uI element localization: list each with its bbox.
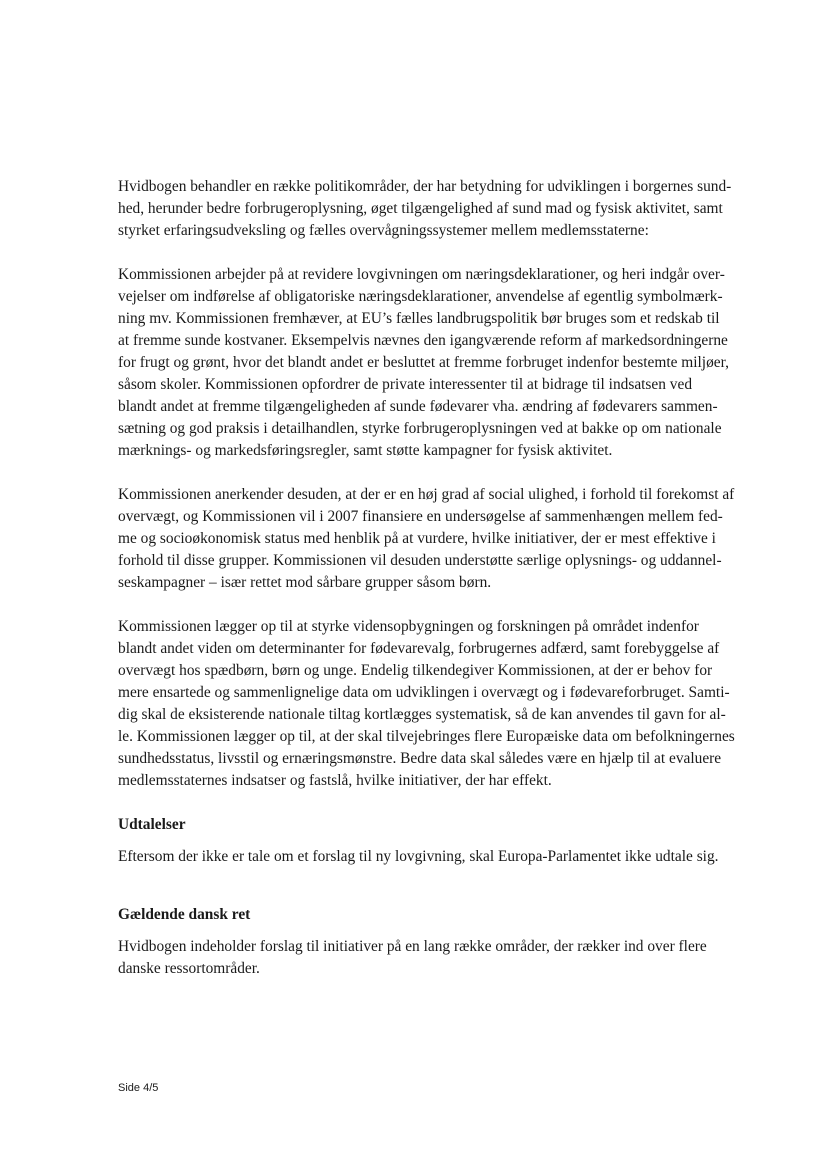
text-line: Hvidbogen indeholder forslag til initiativer på en lang række områder, der rækker ind over flere bbox=[118, 938, 707, 955]
text-line: mærknings- og markedsføringsregler, samt støtte kampagner for fysisk aktivitet. bbox=[118, 442, 613, 459]
text-line: me og socioøkonomisk status med henblik på at vurdere, hvilke initiativer, der er mest effektive i bbox=[118, 530, 716, 547]
text-line: hed, herunder bedre forbrugeroplysning, øget tilgængelighed af sund mad og fysisk aktivitet, samt bbox=[118, 200, 723, 217]
section-heading-gaeldende-dansk-ret: Gældende dansk ret bbox=[118, 906, 251, 923]
text-line: mere ensartede og sammenlignelige data om udviklingen i overvægt og i fødevareforbruget. Samti- bbox=[118, 684, 730, 701]
text-line: sundhedsstatus, livsstil og ernæringsmønstre. Bedre data skal således være en hjælp til at evaluere bbox=[118, 750, 722, 767]
text-line: Kommissionen anerkender desuden, at der er en høj grad af social ulighed, i forhold til forekomst af bbox=[118, 486, 735, 503]
page-number: Side 4/5 bbox=[118, 1082, 159, 1094]
text-line: overvægt, og Kommissionen vil i 2007 finansiere en undersøgelse af sammenhængen mellem fed- bbox=[118, 508, 723, 525]
paragraph-research bbox=[118, 616, 758, 792]
text-line: for frugt og grønt, hvor det blandt andet er besluttet at fremme forbruget indenfor bestemte miljøer, bbox=[118, 354, 729, 371]
section-body-udtalelser bbox=[118, 846, 758, 868]
text-line: forhold til disse grupper. Kommissionen vil desuden understøtte særlige oplysnings- og uddannel- bbox=[118, 552, 722, 569]
text-line: dig skal de eksisterende nationale tiltag kortlægges systematisk, så de kan anvendes til gavn for al- bbox=[118, 706, 726, 723]
text-line: seskampagner – især rettet mod sårbare grupper såsom børn. bbox=[118, 574, 492, 591]
text-line: blandt andet at fremme tilgængeligheden af sunde fødevarer vha. ændring af fødevarers sammen- bbox=[118, 398, 718, 415]
text-line: ning mv. Kommissionen fremhæver, at EU’s fælles landbrugspolitik bør bruges som et redskab til bbox=[118, 310, 720, 327]
text-line: vejelser om indførelse af obligatoriske næringsdeklarationer, anvendelse af egentlig symbolmærk- bbox=[118, 288, 723, 305]
text-line: sætning og god praksis i detailhandlen, styrke forbrugeroplysningen ved at bakke op om nationale bbox=[118, 420, 722, 437]
text-line: overvægt hos spædbørn, børn og unge. Endelig tilkendegiver Kommissionen, at der er behov for bbox=[118, 662, 713, 679]
text-line: styrket erfaringsudveksling og fælles overvågningssystemer mellem medlemsstaterne: bbox=[118, 222, 649, 239]
text-line: medlemsstaternes indsatser og fastslå, hvilke initiativer, der har effekt. bbox=[118, 772, 552, 789]
paragraph-legislation bbox=[118, 264, 758, 462]
section-heading-udtalelser: Udtalelser bbox=[118, 816, 186, 833]
text-line: le. Kommissionen lægger op til, at der skal tilvejebringes flere Europæiske data om befolkningernes bbox=[118, 728, 735, 745]
document-body bbox=[118, 176, 758, 1002]
paragraph-social-inequality bbox=[118, 484, 758, 594]
paragraph-intro bbox=[118, 176, 758, 242]
text-line: såsom skoler. Kommissionen opfordrer de private interessenter til at bidrage til indsatsen ved bbox=[118, 376, 693, 393]
section-body-gaeldende-dansk-ret bbox=[118, 936, 758, 980]
text-line: Eftersom der ikke er tale om et forslag til ny lovgivning, skal Europa-Parlamentet ikke udtale sig. bbox=[118, 848, 719, 865]
text-line: Hvidbogen behandler en række politikområder, der har betydning for udviklingen i borgernes sund- bbox=[118, 178, 732, 195]
text-line: at fremme sunde kostvaner. Eksempelvis nævnes den igangværende reform af markedsordningerne bbox=[118, 332, 728, 349]
text-line: Kommissionen lægger op til at styrke vidensopbygningen og forskningen på området indenfor bbox=[118, 618, 699, 635]
text-line: danske ressortområder. bbox=[118, 960, 260, 977]
text-line: Kommissionen arbejder på at revidere lovgivningen om næringsdeklarationer, og heri indgår over- bbox=[118, 266, 725, 283]
text-line: blandt andet viden om determinanter for fødevarevalg, forbrugernes adfærd, samt forebyggelse af bbox=[118, 640, 720, 657]
